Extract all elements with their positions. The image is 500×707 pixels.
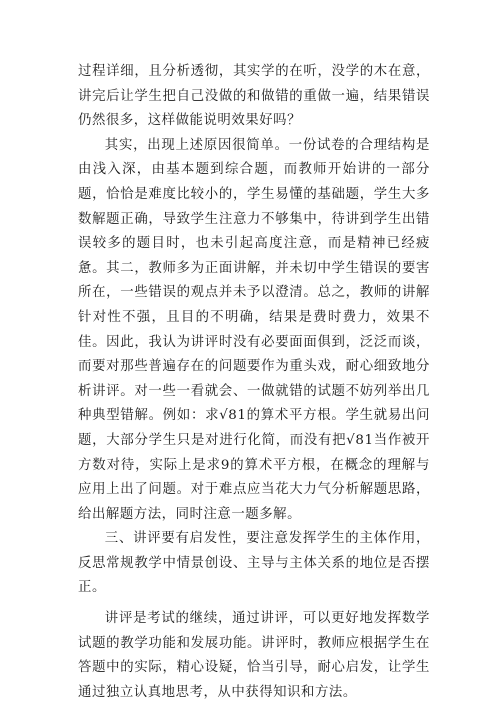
document-body [78, 60, 430, 705]
paragraph-analysis: 其实，出现上述原因很简单。一份试卷的合理结构是由浅入深，由基本题到综合题，而教师开始讲的一部分题，恰恰是难度比较小的，学生易懂的基础题，学生大多数解题正确，导致学生注意力不够集中，待讲到学生出错误较多的题目时，也未引起高度注意，而是精神已经疲惫。其二，教师多为正面讲解，并未切中学生错误的要害所在，一些错误的观点并未予以澄清。总之，教师的讲解针对性不强，且目的不明确，结果是费时费力，效果不佳。因此，我认为讲评时没有必要面面俱到，泛泛而谈，而要对那些普遍存在的问题要作为重头戏，耐心细致地分析讲评。对一些一看就会、一做就错的试题不妨列举出几种典型错解。例如：求√81的算术平方根。学生就易出问题，大部分学生只是对进行化简，而没有把√81当作被开方数对待，实际上是求9的算术平方根，在概念的理解与应用上出了问题。对于难点应当花大力气分析解题思路，给出解题方法，同时注意一题多解。 [78, 137, 430, 522]
paragraph-heading-three: 三、讲评要有启发性，要注意发挥学生的主体作用，反思常规教学中情景创设、主导与主体关系的地位是否摆正。 [78, 531, 430, 596]
paragraph-continuation: 过程详细，且分析透彻，其实学的在听，没学的木在意，讲完后让学生把自己没做的和做错的重做一遍，结果错误仍然很多，这样做能说明效果好吗？ [78, 64, 430, 129]
paragraph-conclusion: 讲评是考试的继续，通过讲评，可以更好地发挥数学试题的教学功能和发展功能。讲评时，教师应根据学生在答题中的实际，精心设疑，恰当引导，耐心启发，让学生通过独立认真地思考，从中获得知识和方法。 [78, 611, 430, 700]
